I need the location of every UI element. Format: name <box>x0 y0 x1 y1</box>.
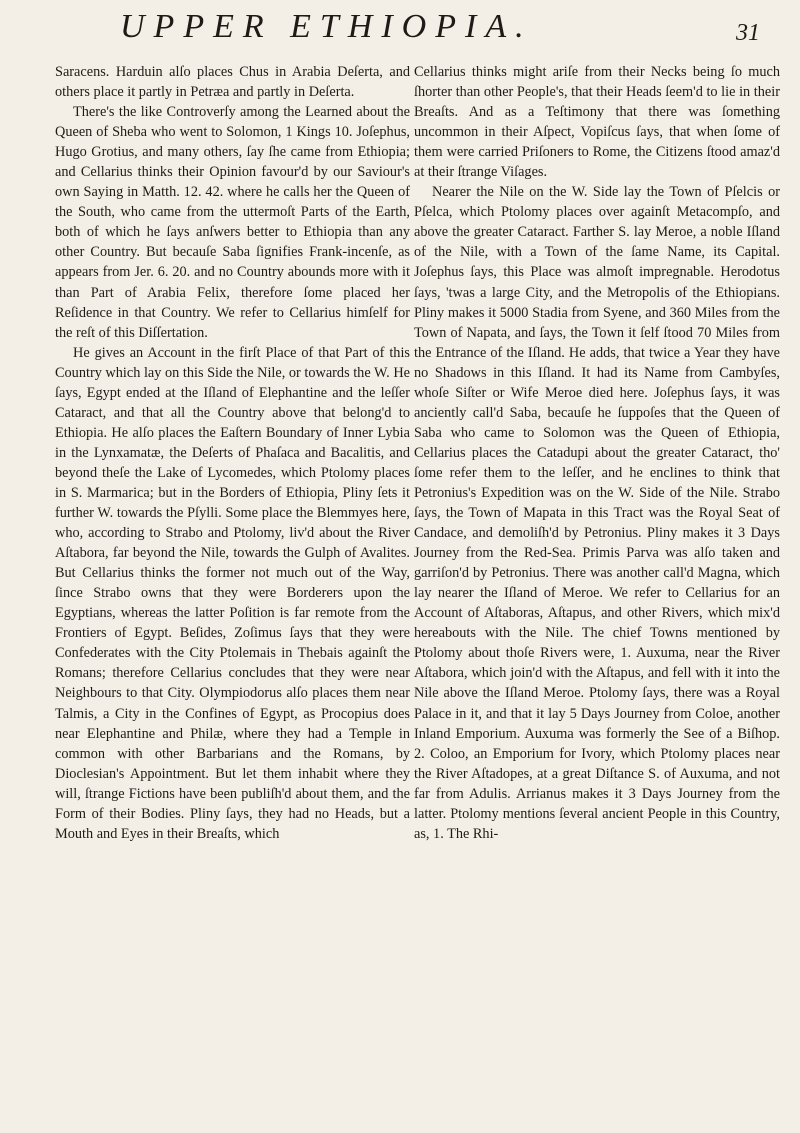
right-column <box>414 62 780 844</box>
page-header <box>60 8 760 50</box>
paragraph: Saracens. Harduin alſo places Chus in Arabia Deſerta, and others place it partly in Petræa and partly in Deſerta. <box>55 64 410 101</box>
paragraph: Nearer the Nile on the W. Side lay the Town of Pſelcis or Pſelca, which Ptolomy places over againſt Metacompſo, and above the greater Cataract. Farther S. lay Meroe, a noble Iſland of the Nile, with a Town of the ſame Name, its Capital. Joſephus ſays, this Place was almoſt impregnable. Herodotus ſays, 'twas a large City, and the Metropolis of the Ethiopians. Pliny makes it 5000 Stadia from Syene, and 360 Miles from the Town of Napata, and ſays, the Town it ſelf ſtood 70 Miles from the Entrance of the Iſland. He adds, that twice a Year they have no Shadows in this Iſland. It had its Name from Cambyſes, whoſe Siſter or Wife Meroe died here. Joſephus ſays, it was anciently call'd Saba, becauſe he ſuppoſes that the Queen of Saba who came to Solomon was the Queen of Ethiopia, Cellarius places the Catadupi about the greater Cataract, tho' ſome refer them to the leſſer, and he enclines to think that Petronius's Expedition was on the W. Side of the Nile. Strabo ſays, the Town of Mapata in this Tract was the Royal Seat of Candace, and demoliſh'd by Petronius. Pliny makes it 3 Days Journey from the Red-Sea. Primis Parva was alſo taken and garriſon'd by Petronius. There was another call'd Magna, which lay nearer the Iſland of Meroe. We refer to Cellarius for an Account of Aſtaboras, Aſtapus, and other Rivers, which mix'd hereabouts with the Nile. The chief Towns mentioned by Ptolomy about thoſe Rivers were, 1. Auxuma, near the River Aſtabora, which join'd with the Aſtapus, and fell with it into the Nile above the Iſland Meroe. Ptolomy ſays, there was a Royal Palace in it, and that it lay 5 Days Journey from Coloe, another Inland Emporium. Auxuma was formerly the See of a Biſhop. 2. Coloo, an Emporium for Ivory, which Ptolomy places near the River Aſtadopes, at a great Diſtance S. of Auxuma, and not far from Adulis. Arrianus makes it 3 Days Journey from the latter. Ptolomy mentions ſeveral ancient People in this Country, as, 1. The Rhi- <box>414 184 780 842</box>
paragraph: Cellarius thinks might ariſe from their Necks being ſo much ſhorter than other People's, that their Heads ſeem'd to lie in their Breaſts. And as a Teſtimony that there was ſomething uncommon in their Aſpect, Vopiſcus ſays, that when ſome of them were carried Priſoners to Rome, the Citizens ſtood amaz'd at their ſtrange Viſages. <box>414 64 780 181</box>
paragraph: He gives an Account in the firſt Place of that Part of this Country which lay on this Side the Nile, or towards the W. He ſays, Egypt ended at the Iſland of Elephantine and the leſſer Cataract, and that all the Country above that belong'd to Ethiopia. He alſo places the Eaſtern Boundary of Inner Lybia in the Lynxamatæ, the Deſerts of Phaſaca and Bacalitis, and beyond theſe the Lake of Lycomedes, which Ptolomy places in S. Marmarica; but in the Borders of Ethiopia, Pliny ſets it further W. towards the Pſylli. Some place the Blemmyes here, who, according to Strabo and Ptolomy, liv'd about the River Aſtabora, far beyond the Nile, towards the Gulph of Avalites. But Cellarius thinks the former not much out of the Way, ſince Strabo owns that they were Borderers upon the Egyptians, whereas the latter Poſition is far remote from the Frontiers of Egypt. Beſides, Zoſimus ſays that they were Confederates with the City Ptolemais in Thebais againſt the Romans; therefore Cellarius concludes that they were near Neighbours to that City. Olympiodorus alſo places them near Talmis, a City in the Confines of Egypt, as Procopius does near Elephantine and Philæ, where they had a Temple in common with other Barbarians and the Romans, by Dioclesian's Appointment. But let them inhabit where they will, ſtrange Fictions have been publiſh'd about them, and the Form of their Bodies. Pliny ſays, they had no Heads, but a Mouth and Eyes in their Breaſts, which <box>55 344 410 842</box>
running-title: UPPER ETHIOPIA. <box>120 8 533 45</box>
page-number: 31 <box>736 20 760 46</box>
left-column <box>55 62 410 844</box>
paragraph: There's the like Controverſy among the Learned about the Queen of Sheba who went to Solomon, 1 Kings 10. Joſephus, Hugo Grotius, and many others, ſay ſhe came from Ethiopia; and Cellarius thinks their Opinion favour'd by our Saviour's own Saying in Matth. 12. 42. where he calls her the Queen of the South, who came from the uttermoſt Parts of the Earth, both of which he ſays anſwers better to Ethiopia than any other Country. But becauſe Saba ſignifies Frank-incenſe, as appears from Jer. 6. 20. and no Country abounds more with it than Part of Arabia Felix, therefore ſome placed her Reſidence in that Country. We refer to Cellarius himſelf for the reſt of this Diſſertation. <box>55 104 410 341</box>
